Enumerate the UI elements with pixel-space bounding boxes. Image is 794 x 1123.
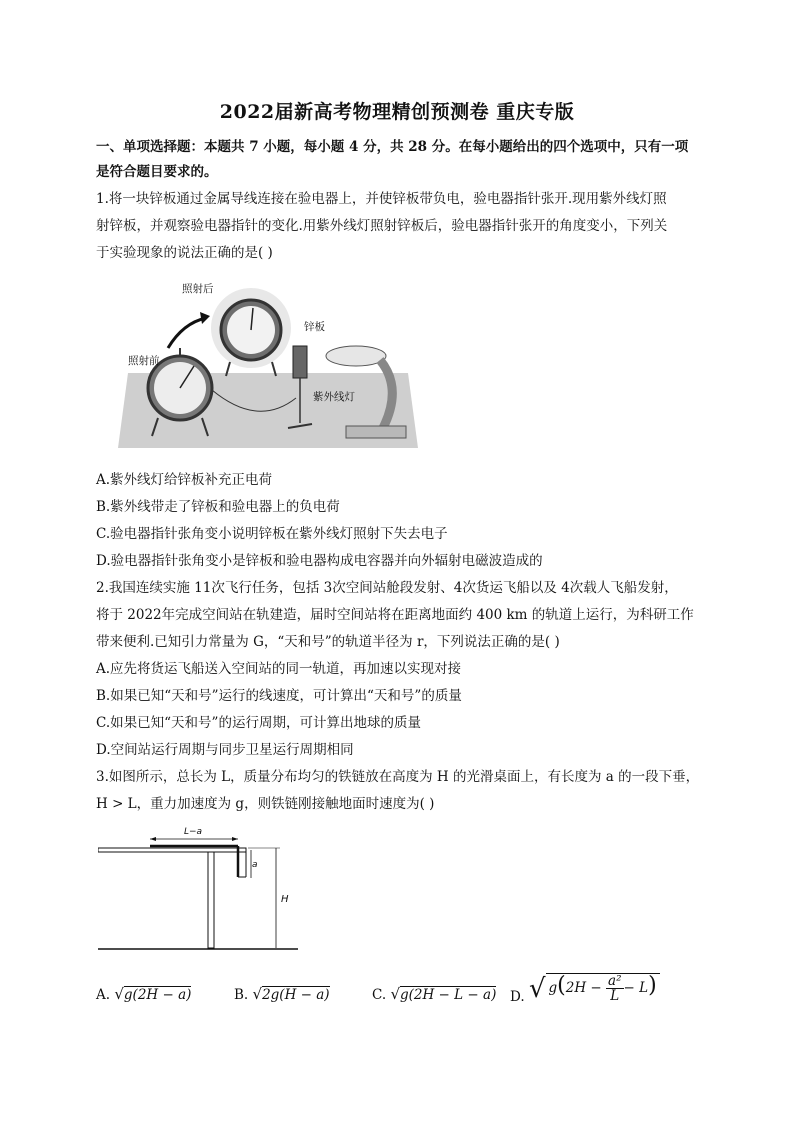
section-heading-cont: 是符合题目要求的。 — [96, 164, 218, 180]
q3-option-a: A. √g(2H − a) — [96, 985, 192, 1003]
label-after: 照射后 — [182, 283, 214, 295]
label-h: H — [281, 894, 289, 905]
q1-option-d: D.验电器指针张角变小是锌板和验电器构成电容器并向外辐射电磁波造成的 — [96, 553, 543, 569]
q3-option-c: C. √g(2H − L − a) — [372, 985, 497, 1003]
q1-option-a: A.紫外线灯给锌板补充正电荷 — [96, 472, 273, 488]
q1-stem-line: 射锌板，并观察验电器指针的变化.用紫外线灯照射锌板后，验电器指针张开的角度变小，下列关 — [96, 218, 668, 234]
q2-option-b: B.如果已知“天和号”运行的线速度，可计算出“天和号”的质量 — [96, 688, 462, 704]
q3-option-b: B. √2g(H − a) — [234, 985, 330, 1003]
q1-option-b: B.紫外线带走了锌板和验电器上的负电荷 — [96, 499, 340, 515]
q2-stem-line: 带来便利.已知引力常量为 G，“天和号”的轨道半径为 r，下列说法正确的是( ) — [96, 634, 560, 650]
page-title: 2022届新高考物理精创预测卷 重庆专版 — [219, 101, 575, 123]
q2-stem-line: 2.我国连续实施 11次飞行任务，包括 3次空间站舱段发射、4次货运飞船以及 4次载人飞船发射， — [96, 580, 678, 596]
label-before: 照射前 — [128, 355, 160, 367]
q2-stem-line: 将于 2022年完成空间站在轨建造，届时空间站将在距离地面约 400 km 的轨道上运行，为科研工作 — [96, 607, 694, 623]
label-lamp: 紫外线灯 — [313, 391, 355, 403]
electroscope-figure — [118, 278, 418, 453]
q3-stem-line: 3.如图所示，总长为 L，质量分布均匀的铁链放在高度为 H 的光滑桌面上，有长度为 a 的一段下垂， — [96, 769, 700, 785]
label-l-minus-a: L−a — [184, 827, 203, 837]
q1-stem-line: 于实验现象的说法正确的是( ) — [96, 245, 273, 261]
q2-option-d: D.空间站运行周期与同步卫星运行周期相同 — [96, 742, 354, 758]
q3-stem-line: H > L，重力加速度为 g，则铁链刚接触地面时速度为( ) — [96, 796, 435, 812]
table-leg — [208, 852, 214, 948]
chain-table-figure — [98, 822, 298, 957]
zinc-plate — [293, 346, 307, 378]
q1-stem-line: 1.将一块锌板通过金属导线连接在验电器上，并使锌板带负电，验电器指针张开.现用紫外线灯照 — [96, 191, 667, 207]
arrow-icon — [168, 318, 206, 348]
label-plate: 锌板 — [304, 321, 325, 333]
q2-option-c: C.如果已知“天和号”的运行周期，可计算出地球的质量 — [96, 715, 421, 731]
q3-option-d: D. √ g(2H − $\frac{\text{a²}}{L}$ − L) — [510, 972, 660, 1003]
table-top — [98, 848, 246, 852]
q1-option-c: C.验电器指针张角变小说明锌板在紫外线灯照射下失去电子 — [96, 526, 448, 542]
label-a: a — [252, 860, 258, 870]
q2-option-a: A.应先将货运飞船送入空间站的同一轨道，再加速以实现对接 — [96, 661, 462, 677]
section-heading: 一、单项选择题：本题共 7 小题，每小题 4 分，共 28 分。在每小题给出的四个选项中，只有一项 — [96, 139, 689, 155]
